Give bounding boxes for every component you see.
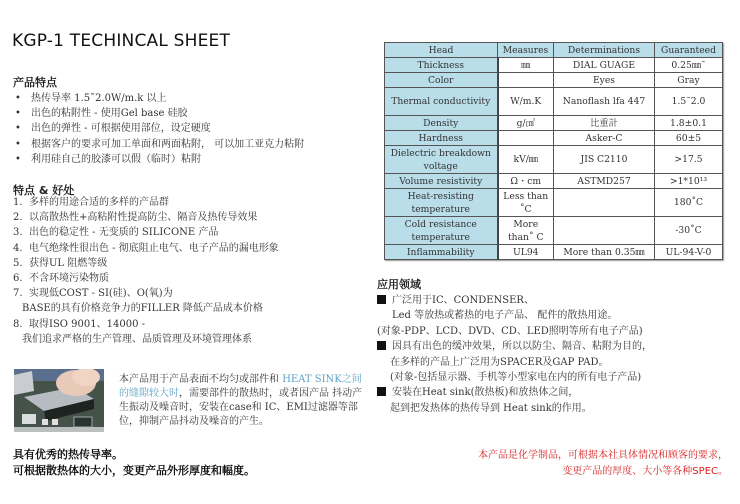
col-header-determinations: Determinations — [554, 43, 655, 58]
application-line: (对象-PDP、LCD、DVD、CD、LED照明等所有电子产品) — [377, 325, 643, 337]
application-line: 因具有出色的缓冲效果，所以以防尘、隔音、粘附为目的， — [377, 339, 652, 354]
feature-item: • 出色的弹性 - 可根据使用部位，设定硬度 — [13, 121, 304, 136]
bullet-icon: • — [15, 153, 21, 165]
table-row: Thermal conductivity W/m.K Nanoflash lfa 447 1.5˜2.0 — [385, 88, 723, 116]
bullet-icon: • — [15, 138, 21, 150]
square-bullet-icon — [377, 341, 386, 350]
feature-item: • 利用硅自己的胶漆可以假（临时）粘附 — [13, 152, 304, 167]
benefit-item: 4. 电气绝缘性很出色 - 彻底阻止电气、电子产品的漏电形象 — [13, 242, 279, 254]
features-section: 产品特点 • 热传导率 1.5˜2.0W/m.k 以上 • 出色的粘附性 - 使用Gel base 硅胶 • 出色的弹性 - 可根据使用部位，设定硬度 • 根据客户的要求可加工单面和两面粘附， 可以加工亚克力粘附 • 利用硅自己的胶漆可以假（临时）粘附 — [13, 90, 304, 167]
table-header-row — [385, 43, 723, 58]
bullet-icon: • — [15, 123, 21, 135]
col-header-measures: Measures — [498, 43, 554, 58]
table-row: Cold resistance temperature More than˚ C -30˚C — [385, 217, 723, 245]
table-row: Volume resistivity Ω・cm ASTMD257 >1*10¹³ — [385, 174, 723, 189]
table-row: Color Eyes Gray — [385, 73, 723, 88]
benefit-item: 5. 获得UL 阻燃等级 — [13, 257, 108, 269]
benefit-item-continuation: BASE的具有价格竞争力的FILLER 降低产品成本价格 — [22, 303, 263, 315]
benefit-item: 7. 实现低COST - SI(硅)、O(氧)为 — [13, 288, 173, 300]
thermal-pad-photo-icon — [14, 369, 104, 432]
benefit-item: 2. 以高散热性+高粘附性提高防尘、隔音及热传导效果 — [13, 212, 258, 224]
applications-section — [377, 276, 652, 416]
benefit-item: 8. 取得ISO 9001、14000 - — [13, 318, 145, 330]
benefit-item-continuation: 我们追求严格的生产管理、品质管理及环境管理体系 — [22, 333, 252, 345]
benefits-section — [13, 195, 279, 347]
square-bullet-icon — [377, 295, 386, 304]
square-bullet-icon — [377, 387, 386, 396]
spec-table — [384, 42, 723, 260]
feature-item: • 热传导率 1.5˜2.0W/m.k 以上 — [13, 91, 304, 106]
benefit-item: 1. 多样的用途合适的多样的产品群 — [13, 197, 169, 208]
page-title: KGP-1 TECHINCAL SHEET — [12, 31, 231, 51]
feature-item: • 根据客户的要求可加工单面和两面粘附， 可以加工亚克力粘附 — [13, 137, 304, 152]
product-photo — [14, 369, 104, 432]
benefit-item: 6. 不含环境污染物质 — [13, 273, 109, 285]
application-line: 广泛用于IC、CONDENSER、 — [377, 293, 652, 308]
bullet-icon: • — [15, 93, 21, 104]
table-row: Thickness ㎜ DIAL GUAGE 0.25㎜˜ — [385, 58, 723, 73]
table-row: Inflammability UL94 More than 0.35㎜ UL-94-V-0 — [385, 245, 723, 260]
bullet-icon: • — [15, 108, 21, 120]
application-line: (对象-包括显示器、手机等小型家电在内的所有电子产品) — [390, 372, 642, 384]
bottom-left-summary: 具有优秀的热传导率。 可根据散热体的大小，变更产品外形厚度和幅度。 — [13, 448, 255, 477]
table-row: Hardness Asker-C 60±5 — [385, 131, 723, 146]
col-header-guaranteed: Guaranteed — [655, 43, 723, 58]
table-row: Heat-resisting temperature Less than ˚C 180˚C — [385, 189, 723, 217]
product-description: 本产品用于产品表面不均匀或部件和 HEAT SINK之间的缝隙较大时，需要部件的散热时，或者因产品 抖动产生振动及噪音时，安装在case和 IC、EMI过滤器等部位，抑制产品抖动及噪音的产生。 — [119, 374, 363, 427]
benefit-item: 3. 出色的稳定性 - 无变质的 SILICONE 产品 — [13, 227, 219, 239]
feature-item: • 出色的粘附性 - 使用Gel base 硅胶 — [13, 106, 304, 121]
application-line: 在多样的产品上广泛用为SPACER及GAP PAD。 — [390, 356, 609, 368]
benefits-heading: 特点 & 好处 — [13, 184, 75, 197]
col-header-head: Head — [385, 43, 498, 58]
application-line: Led 等放热或蓄热的电子产品、 配件的散热用途。 — [392, 310, 618, 322]
application-line: 安装在Heat sink(散热板)和放热体之间， — [377, 385, 652, 400]
chemical-product-notice: 本产品是化学制品，可根据本社具体情况和顾客的要求， 变更产品的厚度、大小等各种SPEC。 — [478, 450, 728, 477]
highlight-text: HEAT SINK之间的缝隙较大时 — [119, 374, 362, 399]
application-line: 起到把发热体的热传导到 Heat sink的作用。 — [390, 402, 592, 414]
table-row: Dielectric breakdown voltage kV/㎜ JIS C2110 >17.5 — [385, 146, 723, 174]
table-row: Density g/㎤ 比重計 1.8±0.1 — [385, 116, 723, 131]
applications-heading: 应用领域 — [377, 278, 421, 291]
